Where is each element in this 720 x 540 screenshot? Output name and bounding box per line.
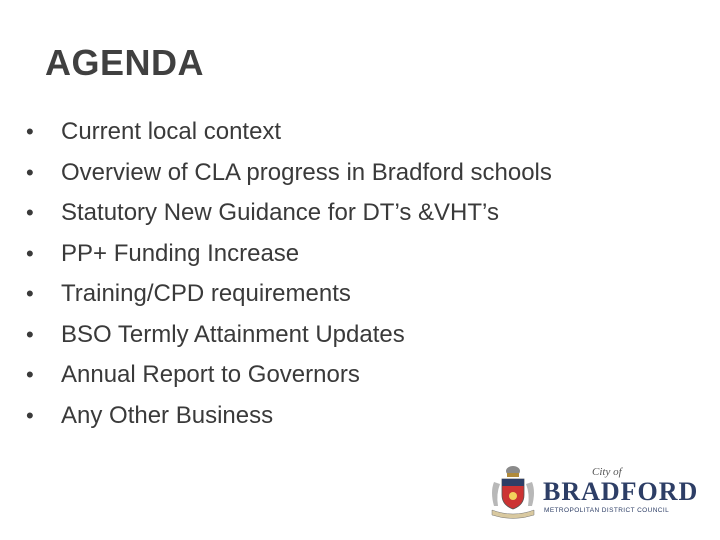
bullet: • xyxy=(26,119,34,145)
bullet: • xyxy=(26,200,34,226)
agenda-item-label: BSO Termly Attainment Updates xyxy=(61,320,405,348)
council-logo xyxy=(488,462,699,520)
bullet: • xyxy=(26,281,34,307)
logo-bradford: BRADFORD xyxy=(543,477,699,506)
logo-council-name: METROPOLITAN DISTRICT COUNCIL xyxy=(544,507,670,514)
bullet: • xyxy=(26,362,34,388)
slide-title: AGENDA xyxy=(45,42,205,83)
list-item xyxy=(26,193,552,234)
agenda-item-label: Any Other Business xyxy=(61,401,274,429)
list-item xyxy=(26,396,552,437)
agenda-item-label: Statutory New Guidance for DT’s &VHT’s xyxy=(61,199,499,227)
agenda-item-label: Current local context xyxy=(61,118,282,146)
list-item xyxy=(26,153,552,194)
coat-of-arms-icon xyxy=(488,462,538,520)
bullet: • xyxy=(26,402,34,428)
list-item xyxy=(26,315,552,356)
logo-city-of: City of xyxy=(592,466,622,478)
agenda-item-label: Training/CPD requirements xyxy=(61,280,351,308)
agenda-list xyxy=(26,112,552,436)
list-item xyxy=(26,112,552,153)
list-item xyxy=(26,274,552,315)
agenda-item-label: PP+ Funding Increase xyxy=(61,239,300,267)
bullet: • xyxy=(26,240,34,266)
bullet: • xyxy=(26,159,34,185)
list-item xyxy=(26,355,552,396)
bullet: • xyxy=(26,321,34,347)
agenda-item-label: Annual Report to Governors xyxy=(61,361,360,389)
agenda-item-label: Overview of CLA progress in Bradford schools xyxy=(61,158,552,186)
list-item xyxy=(26,234,552,275)
